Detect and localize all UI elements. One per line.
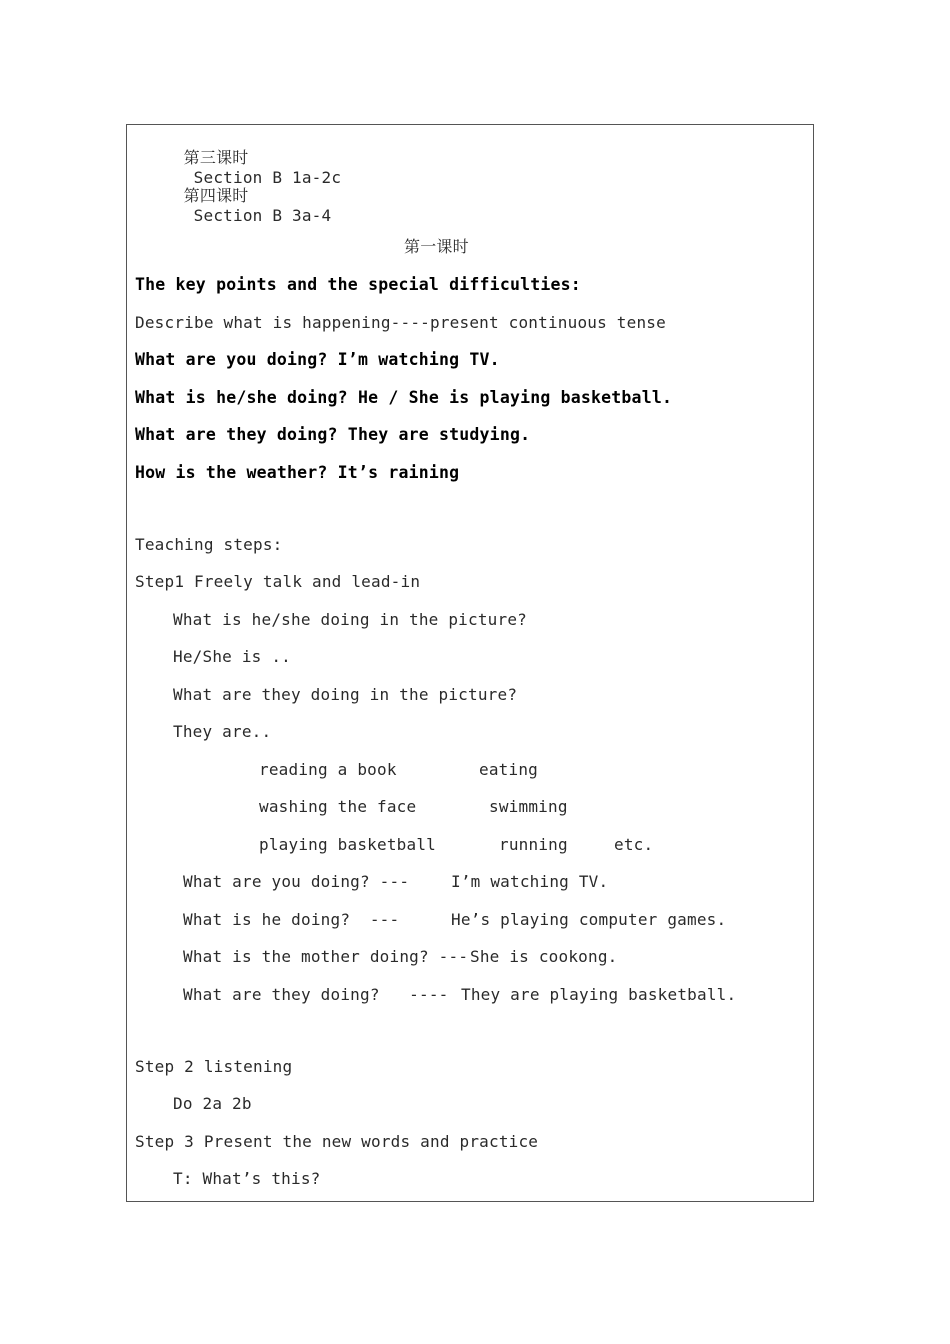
lesson4-label: 第四课时 [183, 186, 249, 205]
dialogue-answer: I’m watching TV. [451, 872, 609, 891]
lesson3-section: Section B 1a-2c [193, 168, 342, 187]
dialogue-answer: She is cookong. [470, 947, 618, 966]
dialogue-question: What are you doing? --- [183, 872, 410, 891]
vocab-item: running [499, 835, 568, 854]
lesson3-label: 第三课时 [183, 148, 249, 167]
step3-line: T: What’s this? [173, 1169, 321, 1188]
step1-title: Step1 Freely talk and lead-in [135, 572, 421, 591]
vocab-item: reading a book [259, 760, 397, 779]
lesson1-title: 第一课时 [404, 237, 469, 256]
step1-prompt-3: What are they doing in the picture? [173, 685, 518, 704]
dialogue-answer: They are playing basketball. [461, 985, 737, 1004]
step1-prompt-2: He/She is .. [173, 647, 291, 666]
step1-prompt-4: They are.. [173, 722, 272, 741]
dialogue-question: What are they doing? ---- [183, 985, 449, 1004]
step3-title: Step 3 Present the new words and practice [135, 1132, 539, 1151]
teaching-steps-heading: Teaching steps: [135, 535, 283, 554]
vocab-item: swimming [489, 797, 568, 816]
key-example-4: How is the weather? It’s raining [135, 463, 460, 482]
dialogue-question: What is the mother doing? --- [183, 947, 469, 966]
lesson4-row [164, 166, 331, 226]
key-example-2: What is he/she doing? He / She is playing basketball. [135, 388, 673, 407]
vocab-item: etc. [614, 835, 654, 854]
key-points-heading: The key points and the special difficulties: [135, 275, 581, 294]
step2-title: Step 2 listening [135, 1057, 293, 1076]
lesson4-section: Section B 3a-4 [193, 206, 332, 225]
key-example-3: What are they doing? They are studying. [135, 425, 531, 444]
key-points-description: Describe what is happening----present continuous tense [135, 313, 666, 332]
dialogue-answer: He’s playing computer games. [451, 910, 727, 929]
vocab-item: washing the face [259, 797, 417, 816]
dialogue-question: What is he doing? --- [183, 910, 400, 929]
key-example-1: What are you doing? I’m watching TV. [135, 350, 500, 369]
step2-task: Do 2a 2b [173, 1094, 252, 1113]
step1-prompt-1: What is he/she doing in the picture? [173, 610, 527, 629]
vocab-item: playing basketball [259, 835, 436, 854]
vocab-item: eating [479, 760, 538, 779]
